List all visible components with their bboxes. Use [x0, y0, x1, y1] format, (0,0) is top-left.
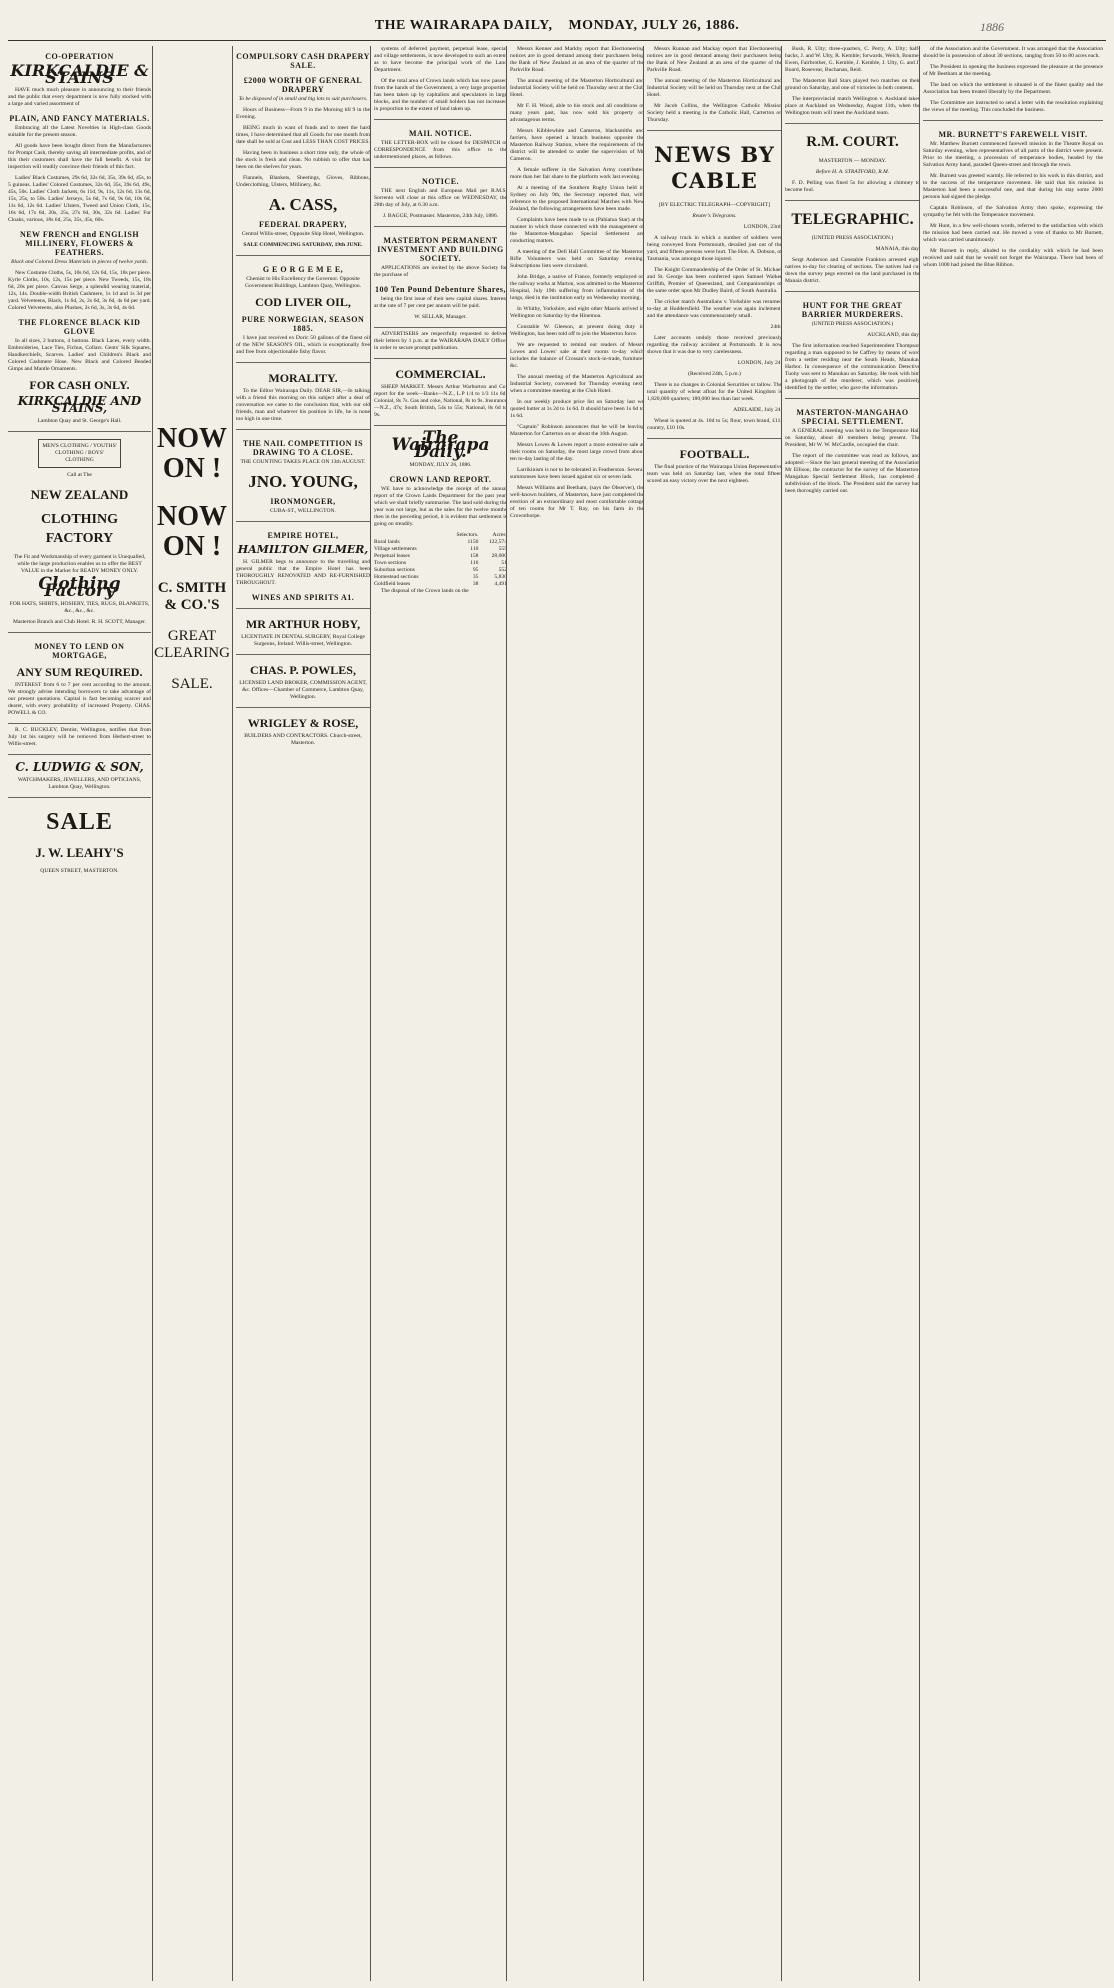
paragraph: SHEEP MARKET. Messrs Arthur Warburton and Co. report for the week—Banks—N.Z., L.P 1/4 to 1/3 11s 6d; Colonial, 8s 7s. Gas and coke, National, 8s to 9s. Insurance—N.Z., 47s; South British, 54s to 55s; National, 8s 6d to 9s. [374, 384, 507, 418]
news-item: At a meeting of the Southern Rugby Union held in Sydney on July 9th, the Secretary reported that, with reference to the proposed International Matches with New Zealand, the following arrangements have been made. [510, 185, 644, 212]
table-cell: 5,830 [494, 574, 507, 580]
heading-cass: A. CASS, [268, 195, 338, 214]
building-society-ad [374, 226, 507, 321]
subheading: (UNITED PRESS ASSOCIATION.) [811, 321, 894, 327]
news-item: The annual meeting of the Masterton Agricultural and Industrial Society, convened for Thursday evening next, when a committee meeting at the Club Hotel. [510, 374, 644, 394]
paragraph: The Fit and Workmanship of every garment is Unequalled, while the large production enables us to offer the BEST VALUE in the Market for READY MONEY ONLY. [13, 554, 146, 574]
heading-football: FOOTBALL. [679, 447, 750, 461]
issue-date: MONDAY, JULY 26, 1886. [409, 462, 472, 468]
paragraph: THE COUNTING TAKES PLACE ON 13th AUGUST. [240, 459, 366, 465]
heading-great-barrier: HUNT FOR THE GREAT BARRIER MURDERERS. [801, 301, 904, 319]
mail-notice [374, 119, 507, 161]
paragraph: THE LETTER-BOX will be closed for DESPATCH of CORRESPONDENCE from this office to the undermentioned places, as follows. [374, 140, 507, 160]
paragraph: Embracing all the Latest Novelties in High-class Goods suitable for the present season. [8, 125, 151, 138]
news-item: Later accounts unduly those received previously regarding the railway accident at Portsmouth. It is now shown that it was due to very carelessness. [647, 335, 782, 355]
news-item: Messrs Runnan and Mackay report that Electioneering notices are in good demand among their purchasers being the Bank of New Zealand at an area of the quarter of the Parkville Road. [647, 46, 782, 73]
masthead-rule [8, 40, 1106, 41]
heading-kirkcaldie: KIRKCALDIE & STAINS [10, 61, 149, 87]
address: Central Willis-street, Opposite Ship Hotel, Wellington. [241, 231, 365, 237]
editorial [374, 425, 507, 595]
news-item: The first information reached Superintendent Thompson regarding a man supposed to be Caffrey by means of word from a settler residing near the South Heads, Manukau Harbor. In consequence of the communication Detective Tuohy was sent to Manukau on Saturday. He took with him a photograph of the murderer, which was positively identified by the settler, who gave the information. [785, 343, 920, 391]
subheading: (UNITED PRESS ASSOCIATION.) [811, 235, 894, 241]
table-row [374, 546, 507, 553]
subheading: Black and Colored Dress Materials in pieces of twelve yards. [10, 259, 149, 265]
price-list: Ladies' Black Costumes, 29s 6d, 32s 6d, 35s, 39s 6d, 45s, to 5 guineas. Ladies' Colored Costumes, 32s 6d, 35s, 39s 6d, 49s, 45s, 50s. Ladies' Cloth Jackets, 6s 11d, 9s, 11s, 12s 6d, 13s 6d, 15s, 25s, to 50s. Ladies' Jerseys, 5s 6d, 7s 6d, 9s 6d, 10s 6d, 11s 6d, 12s 6d. Ladies' Ulsters, Tweed and Union Cloth, 15s, 16s 6d, 17s 6d, 20s, 25s, 27s 6d, 30s, 32s 6d. Ladies' Fur Cloaks, various, 18s 6d, 25s, 35s, 45s, 60s. [8, 175, 151, 223]
heading-commercial: COMMERCIAL. [395, 367, 486, 381]
smith-co: C. SMITH & CO.'S [157, 580, 227, 613]
heading-new-zealand: NEW ZEALAND [30, 487, 129, 502]
table-cell: 110 [470, 546, 479, 552]
news-item: Constable W. Gleeson, at present doing duty in Wellington, has been told off to join the Masterton force. [510, 324, 644, 337]
paragraph: Hours of Business—From 9 in the Morning till 9 in the Evening. [236, 107, 370, 120]
paragraph: THE next English and European Mail per R.M.S. Sorrento will close at this office on WEDNESDAY, the 28th day of July, at 6.30 a.m. [374, 188, 507, 208]
subheading: Reuter's Telegrams. [692, 213, 737, 219]
news-item: The cricket match Australians v. Yorkshire was resumed to-day at Huddersfield. The weather was again inclement, and the attendance was commensurately small. [647, 299, 782, 319]
heading-clothing-factory: CLOTHING FACTORY [40, 512, 118, 546]
news-item: Messrs Lowes & Lowes report a more extensive sale at their rooms on Saturday, the most large crowd from about ten to-day lasting of the day. [510, 442, 644, 462]
paragraph: To the Editor Wairarapa Daily. DEAR SIR,—In talking with a friend this morning on this subject after a deal of conversation we came to the conclusion that, with our old friends, man and whatever his position in life, he is none too high in one time. [236, 388, 370, 422]
news-item: Bush, R. Ulty; three-quarters, C. Perry, A. Ulty; half-backs, J. and W. Ulty, R. Kemble; forwards, Welch, Bourne, Ewen, Fairbrother, G. Kemble, J. Kemble, J. Ulty, G. and J. Board, Rosevear, Buchanan, Reid. [785, 46, 920, 73]
masthead [0, 18, 1114, 34]
heading-telegraphic: TELEGRAPHIC. [791, 211, 914, 228]
heading-empire: EMPIRE HOTEL, [267, 531, 339, 540]
heading-powles: CHAS. P. POWLES, [250, 663, 356, 677]
address: Lambton Quay and St. George's Hall. [37, 418, 122, 424]
signature: W. SELLAR, Manager. [414, 314, 467, 320]
news-item: The Knight Commandership of the Order of St. Michael and St. George has been conferred upon Samuel Walker Griffith, Premier of Queensland, and Companionships of the same order upon Mr Dudley Baird, of South Australia. [647, 267, 782, 294]
heading-kirkcaldie-2: KIRKCALDIE AND STAINS, [17, 394, 142, 415]
paragraph: ADVERTISERS are respectfully requested to deliver their letters by 1 p.m. at the WAIRARAPA DAILY Office, in order to secure prompt publication. [374, 331, 507, 351]
news-item: A female sufferer in the Salvation Army contributed more than her fair share to the platform work last evening. [510, 167, 644, 180]
heading-wines: WINES AND SPIRITS A1. [251, 593, 355, 602]
table-cell: Suburban sections [374, 567, 415, 573]
football [647, 438, 782, 485]
paragraph: H. GILMER begs to announce to the travelling and general public that the Empire Hotel has been THOROUGHLY RENOVATED AND RE-FURNISHED THROUGHOUT. [236, 559, 370, 586]
sale-word: SALE. [171, 676, 213, 692]
crown-land-table [374, 532, 507, 588]
news-item: The Committee are instructed to send a letter with the resolution explaining the views of the meeting. This concluded the business. [923, 100, 1103, 113]
news-item: Captain Robinson, of the Salvation Army then spoke, expressing the sympathy he felt with the Temperance movement. [923, 205, 1103, 218]
paragraph: systems of deferred payment, perpetual lease, special and village settlements, is now developed to such an extent as to have become the principal work of the Land Department. [374, 46, 507, 73]
call-at: Call at The [67, 472, 92, 478]
news-item: Messrs Williams and Beetham, (says the Observer), the well-known builders, of Masterton, have just completed the erection of an extraordinary and most comfortable cottage of ten rooms for Mr T. Ray, on his farm in the Crownthorpe. [510, 485, 644, 519]
table-cell: Perpetual leases [374, 553, 410, 559]
table-cell: Village settlements [374, 546, 417, 552]
heading-crown-land: CROWN LAND REPORT. [389, 475, 492, 484]
great-barrier [785, 291, 920, 392]
address: CUBA-ST., WELLINGTON. [270, 508, 336, 514]
paragraph: Chemist to His Excellency the Governor. Opposite Government Buildings, Lambton Quay, Wellington. [244, 276, 362, 289]
news-item: Messrs Kenner and Markby report that Electioneering notices are in good demand among their purchasers being the Bank of New Zealand at an area of the quarter of the Parkville Road. [510, 46, 644, 73]
commercial [374, 358, 507, 419]
table-cell: 95 [472, 567, 479, 573]
burnett-visit [923, 120, 1103, 269]
subheading: Before H. A. STRATFORD, R.M. [815, 169, 890, 175]
clothing-box: MEN'S CLOTHING / YOUTHS' CLOTHING / BOYS' CLOTHING [38, 439, 121, 468]
table-cell: 1150 [467, 539, 479, 545]
table-cell: 28,000 [491, 553, 507, 559]
heading-mail-notice: MAIL NOTICE. [409, 129, 472, 138]
subheading: (Received 24th, 5 p.m.) [688, 371, 741, 377]
news-item: The final practice of the Wairarapa Union Representative team was held on Saturday last, when the total fifteen scored an easy victory over the next eighteen. [647, 464, 782, 484]
table-cell: 38 [472, 581, 479, 587]
paragraph: Of the total area of Crown lands which has now passed from the hands of the Government, a very large proportion has been taken up by capitalists and speculators in large blocks, and the number of small holders has not increased in proportion to the extent of land taken up. [374, 78, 507, 112]
column-8 [919, 46, 1106, 1981]
news-item: Messrs Kibblewhite and Cameron, blacksmiths and farriers, have opened a branch business opposite the Masterton Railway Station, where the requirements of the district will be attended to under the supervision of Mr Cameron. [510, 128, 644, 162]
sale-date: SALE COMMENCING SATURDAY, 19th JUNE. [243, 242, 363, 248]
subheading: MASTERTON — MONDAY. [818, 158, 887, 164]
news-item: The land on which the settlement is situated is of the finest quality and the Association has been treated liberally by the Department. [923, 82, 1103, 95]
news-item: A GENERAL meeting was held in the Temperance Hall on Saturday, about 40 members being present. The President, Mr W. W. McCardle, occupied the chair. [785, 428, 920, 448]
heading-wrigley: WRIGLEY & ROSE, [247, 716, 359, 730]
paragraph: R. C. BUCKLEY, Dentist, Wellington, notifies that from July 1st his surgery will be removed from Herbert-street to Willis-street. [8, 727, 151, 747]
paragraph: Having been in business a short time only, the whole of the stock is fresh and clean. No rubbish to offer that has been on the shelves for years. [236, 150, 370, 170]
news-item: Mr. Burnett was greeted warmly. He referred to his work in this district, and to the success of the temperance movement. He said that his mission in Masterton had been a successful one, and that during his stay some 2000 persons had signed the pledge. [923, 173, 1103, 200]
table-cell: 51 [501, 560, 507, 566]
news-item: of the Association and the Government. It was arranged that the Association should be in possession of about 30 sections, ranging from 50 to 80 acres each. [923, 46, 1103, 59]
money-ad [8, 632, 151, 717]
news-item: The President in opening the business expressed the pleasure at the presence of Mr Beetham at the meeting. [923, 64, 1103, 77]
news-item: In our weekly produce price list on Saturday last we quoted butter at 1s 2d to 1s 6d. It should have been 1s 6d to 1s 6d. [510, 399, 644, 419]
heading-notice: NOTICE. [421, 177, 460, 186]
paragraph: WATCHMAKERS, JEWELLERS, AND OPTICIANS, Lambton Quay, Wellington. [17, 777, 142, 790]
heading-ironmonger: IRONMONGER, [270, 497, 336, 506]
column-6 [643, 46, 785, 1981]
heading-building-society: MASTERTON PERMANENT INVESTMENT AND BUILDING SOCIETY. [377, 236, 504, 263]
news-item: We are requested to remind our readers of Messrs Lowes and Lowes' sale at their rooms to-day which includes the balance of Crossan's stock-in-trade, furniture, &c. [510, 342, 644, 369]
subheading: [BY ELECTRIC TELEGRAPH—COPYRIGHT] [659, 202, 770, 208]
now-on-2: NOW ON ! [157, 501, 227, 562]
news-item: Wheat is quoted at 4s. 10d to 5s; flour, town brand, £11; country, £10 10s. [647, 418, 782, 431]
heading-federal: FEDERAL DRAPERY, [259, 220, 347, 229]
column-2 [152, 46, 231, 1981]
table-cell: 122,574 [488, 539, 507, 545]
masthead-date: MONDAY, JULY 26, 1886. [568, 18, 740, 33]
heading-sale: SALE [46, 809, 113, 835]
table-cell: 552 [498, 567, 507, 573]
hoby-ad [236, 608, 370, 648]
heading-gilmer: HAMILTON GILMER, [237, 543, 369, 556]
rm-court [785, 123, 920, 194]
paragraph: BEING much in want of funds and to meet the hard times, I have determined that all Goods for one month from date shall be sold at Cost and LESS THAN COST PRICES. [236, 125, 370, 145]
heading-cooperation: CO-OPERATION [45, 52, 114, 61]
paragraph: To be disposed of in small and big lots to suit purchasers. [238, 96, 368, 102]
heading-burnett: MR. BURNETT'S FAREWELL VISIT. [938, 130, 1088, 139]
wrigley-ad [236, 707, 370, 747]
table-cell: Homestead sections [374, 574, 419, 580]
heading-kid-glove: THE FLORENCE BLACK KID GLOVE [18, 318, 141, 336]
column-5 [506, 46, 647, 1981]
news-item: Complaints have been made to us (Pahiatua Star) at the manner in which those connected with the management of the Masterton-Mangahao Special Settlement are conducting matters. [510, 217, 644, 244]
table-cell: 555 [498, 546, 507, 552]
now-on-1: NOW ON ! [157, 423, 227, 484]
news-item: Larrikinism is not to be tolerated in Featherston. Several summonses have been issued against six or seven lads. [510, 467, 644, 480]
heading-mangahao: MASTERTON-MANGAHAO SPECIAL SETTLEMENT. [796, 408, 909, 426]
paragraph: WE have to acknowledge the receipt of the annual report of the Crown Lands Department for the past year, which we shall briefly summarise. The land sold during the year was not large, but as the sales for the twelve months then in the preceding period, it is evident that settlement is going on steadily. [374, 486, 507, 527]
heading-clothing-factory-gothic: Clothing Factory [38, 574, 121, 601]
dateline: LONDON, July 24. [737, 360, 782, 366]
paragraph: The disposal of the Crown lands on the [381, 588, 469, 594]
table-cell: Town sections [374, 560, 407, 566]
mee-ad [236, 255, 370, 356]
table-row [374, 567, 507, 574]
news-item: Mr Burnett in reply, alluded to the cordiality with which he had been received and said that he would not forget the Wairarapa. There had been of whom 1000 had joined the Blue Ribbon. [923, 248, 1103, 268]
column-1 [8, 46, 154, 1981]
heading-millinery: NEW FRENCH and ENGLISH MILLINERY, FLOWERS & FEATHERS. [19, 230, 140, 257]
news-item: Sergt Anderson and Constable Frankton arrested eight natives to-day for clearing of sections. The natives had cut down the survey pegs erected on the land purchased in the Manaia district. [785, 257, 920, 284]
dateline: ADELAIDE, July 24. [733, 407, 782, 413]
heading-norwegian: PURE NORWEGIAN, SEASON 1885. [241, 315, 365, 333]
paragraph: BUILDERS AND CONTRACTORS. Church-street, Masterton. [244, 733, 362, 746]
masthead-title: THE WAIRARAPA DAILY, [374, 18, 553, 33]
heading-rm-court: R.M. COURT. [806, 134, 899, 150]
news-item: The report of the committee was read as follows, and adopted:—Since the last general meeting of the Association Mr Ellison, the contractor for the survey of the Masterton-Mangahao Special Settlement Block, has completed a subdivision of the block. The President said the survey had been thoroughly carried out. [785, 453, 920, 494]
telegraphic [785, 200, 920, 285]
table-header-cell: Acres. [492, 532, 507, 538]
price-list: New Costume Cloths, 5s, 10s 6d, 12s 6d, 15s, 18s per piece. Kyrle Cloths, 10s, 12s, 15s per piece. New Tweeds, 15s, 18s 6d, 20s per piece. Canvas Serge, a splendid wearing material, 12s, 14s. Double-width British Cashmere, 1s 1d and 1s 3d per yard. Velveteens, Black, 1s 6d, 2s, 2s 6d, 3s 6d, 4s 6d per yard. Colored Velveteens, also Plushes, 2s 6d, 3s, 3s 6d, 4s 6d. [8, 270, 151, 311]
paragraph: HAVE much much pleasure in announcing to their friends and the public that every department is now fully stocked with a large and varied assortment of [8, 87, 151, 107]
news-item: The annual meeting of the Masterton Horticultural and Industrial Society will be held on Thursday next at the Club Hotel. [647, 78, 782, 98]
heading-cod-liver: COD LIVER OIL, [255, 295, 351, 309]
morality-letter [236, 362, 370, 423]
paragraph: In all sizes, 2 buttons, 4 buttons. Black Laces, every width. Embroideries, Lace Ties, Fichus, Collars. Gents' Silk Squares, Handkerchiefs, Scarves. Ladies' and Children's Black and Colored Cashmere Hose. New Black and Colored Beaded Gimps and Mantle Ornaments. [8, 338, 151, 372]
table-header-cell: Selectors. [456, 532, 479, 538]
nail-ad [236, 429, 370, 515]
table-row [374, 539, 507, 546]
address: QUEEN STREET, MASTERTON. [40, 868, 119, 874]
heading-any-sum: ANY SUM REQUIRED. [16, 665, 143, 679]
news-item: A meeting of the Dell Hall Committee of the Masterton Rifle Volunteers was held on Saturday evening. Subscriptions lists were circulated. [510, 249, 644, 269]
news-item: Mr Hunt, in a few well-chosen words, referred to the satisfaction with which the mission had been carried out. He moved a vote of thanks to Mr Burnett, which was carried unanimously. [923, 223, 1103, 243]
table-row [374, 581, 507, 588]
column-4 [370, 46, 510, 1981]
news-item: In Whitby, Yorkshire, and eight other Maoris arrived in Wellington on Saturday by the Hinemoa. [510, 306, 644, 319]
clothing-ad [8, 431, 151, 626]
heading-news-by-cable: NEWS BY CABLE [654, 142, 775, 193]
dateline: LONDON, 23rd. [743, 224, 782, 230]
powles-ad [236, 654, 370, 701]
address: Masterton Branch and Club Hotel. R. H. SCOTT, Manager. [12, 619, 147, 625]
heading-hoby: MR ARTHUR HOBY, [245, 617, 361, 631]
table-row [374, 560, 507, 567]
dateline: 24th. [770, 324, 782, 330]
table-row [374, 553, 507, 560]
notice [374, 167, 507, 220]
paragraph: APPLICATIONS are invited by the above Society for the purchase of [374, 265, 507, 278]
paragraph: I have just received ex Doric 50 gallons of the finest oil of the NEW SEASON'S OIL, which is exceptionally free and free from objectionable fishy flavor. [236, 335, 370, 355]
news-item: F. D. Pelling was fined 5s for allowing a chimney to become foul. [785, 180, 920, 193]
paragraph: INTEREST from 6 to 7 per cent according to the amount. We strongly advise intending borrowers to take advantage of our present quotations. Capital is fast becoming scarcer and dearer, with every probability of increased Property. CHAS. POWELL & CO. [8, 682, 151, 716]
paragraph: LICENSED LAND BROKER, COMMISSION AGENT, &c. Offices—Chamber of Commerce, Lambton Quay, Wellington. [239, 680, 367, 700]
heading-jno-young: JNO. YOUNG, [248, 472, 358, 491]
empire-ad [236, 521, 370, 602]
news-item: Mr Jacob Collins, the Wellington Catholic Mission Society held a meeting in the Catholic Hall, Carterton on Thursday. [647, 103, 782, 123]
column-3 [232, 46, 373, 1981]
heading: COMPULSORY CASH DRAPERY SALE. [236, 52, 370, 70]
table-cell: 158 [470, 553, 479, 559]
ludwig-ad [8, 754, 151, 791]
paragraph: LICENTIATE IN DENTAL SURGERY, Royal College Surgeons, Ireland. Willis-street, Wellington. [241, 634, 365, 647]
news-item: "Captain" Robinson announces that he will be leaving Masterton for Carterton on or about the 16th August. [510, 424, 644, 437]
dentist-ad [8, 723, 151, 748]
cable-news [647, 130, 782, 432]
heading-leahy: J. W. LEAHY'S [35, 845, 124, 860]
table-cell: 4,491 [494, 581, 507, 587]
dateline: AUCKLAND, this day. [867, 332, 920, 338]
news-item: The Masterton Rail Stars played two matches on their ground on Saturday, and one of victories in both contests. [785, 78, 920, 91]
news-item: Mr. Matthew Burnett commenced farewell mission in the Theatre Royal on Saturday evening, when representatives of all parts of the district were present. Prior to the meeting, a procession of temperance bodies, headed by the Salvation Army band, paraded Queen-street and through the town. [923, 141, 1103, 168]
heading-debentures: 100 Ten Pound Debenture Shares, [374, 285, 506, 294]
dateline: MANAIA, this day. [875, 246, 920, 252]
signature: J. BAGGE, Postmaster. Masterton, 24th July, 1886. [382, 213, 499, 219]
news-item: Mr F. H. Wood, able to his stock and all conditions of many years past, has now sold his property on advantageous terms. [510, 103, 644, 123]
paragraph: Flannels, Blankets, Sheetings, Gloves, Ribbons, Underclothing, Ulsters, Millinery, &c. [236, 175, 370, 188]
page-stamp: 1886 [980, 20, 1004, 34]
table-cell: 35 [472, 574, 479, 580]
great-clearing: GREAT CLEARING [154, 628, 230, 661]
news-item: The annual meeting of the Masterton Horticultural and Industrial Society will be held on Thursday next at the Club Hotel. [510, 78, 644, 98]
column-7 [781, 46, 923, 1981]
table-row [374, 574, 507, 581]
heading-nail: THE NAIL COMPETITION IS DRAWING TO A CLOSE. [242, 439, 364, 457]
table-header-row [374, 532, 507, 539]
news-item: John Bridge, a native of France, formerly employed on the railway works at Marton, was admitted to the Masterton Hospital, July 19th suffering from inflammation of the lungs, died in the institution early on Wednesday morning. [510, 274, 644, 301]
heading-plain-fancy: PLAIN, AND FANCY MATERIALS. [9, 114, 150, 123]
news-item: There is no changes in Colonial Securities or tallow. The total quantity of wheat afloat for the United Kingdom is 1,820,000 quarters; 180,000 less than last week. [647, 382, 782, 402]
table-cell: Goldfield leases [374, 581, 411, 587]
table-cell: Rural lands [374, 539, 400, 545]
advertisers-notice [374, 327, 507, 352]
table-header-cell [374, 532, 444, 539]
heading-cash-only: FOR CASH ONLY. [29, 378, 130, 392]
paper-title: The Wairarapa Daily. [391, 428, 490, 462]
news-item: The interprovincial match Wellington v. Auckland takes place at Auckland on Wednesday, August 11th, when the Wellington team will meet the Auckland team. [785, 96, 920, 116]
heading-money: MONEY TO LEND ON MORTGAGE, [34, 642, 125, 660]
heading-ludwig: C. LUDWIG & SON, [15, 760, 144, 774]
paragraph: All goods have been bought direct from the Manufacturers for Prompt Cash, thereby saving all intermediate profits, and of this their customers shall have the full benefit. A visit for inspection will readily convince their friends of this fact. [8, 143, 151, 170]
paragraph: FOR HATS, SHIRTS, HOSIERY, TIES, RUGS, BLANKETS, &c., &c., &c. [9, 601, 150, 614]
table-cell: 116 [470, 560, 479, 566]
heading: £2000 WORTH OF GENERAL DRAPERY [243, 76, 363, 94]
mangahao-settlement [785, 398, 920, 495]
heading-morality: MORALITY. [268, 371, 338, 385]
news-item: A railway truck in which a number of soldiers were being conveyed from Portsmouth, derailed just out of the yard, and fifteen persons were hurt. The Hon. A. Dobson, of Tasmania, was amongst those injured. [647, 235, 782, 262]
leahy-ad [8, 797, 151, 875]
heading-george-mee: G E O R G E M E E, [262, 265, 344, 274]
paragraph: being the first issue of their new capital shares. Interest at the rate of 7 per cent per annum will be paid. [374, 296, 507, 309]
